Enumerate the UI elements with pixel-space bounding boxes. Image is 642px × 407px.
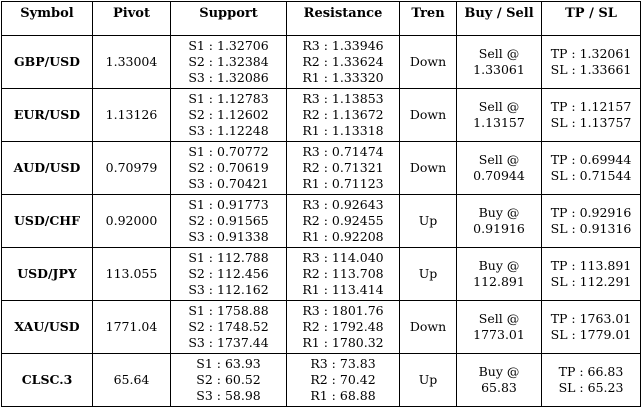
support-cell [171, 142, 287, 195]
header-pivot: Pivot [93, 2, 171, 36]
header-symbol: Symbol [2, 2, 93, 36]
table-row [2, 301, 641, 354]
order-side: Sell @ [478, 311, 520, 326]
order-price: 1.13157 [473, 115, 525, 130]
support-s3: S3 : 1.12248 [188, 123, 269, 138]
support-s1: S1 : 0.91773 [188, 197, 269, 212]
resistance-r3: R3 : 0.92643 [302, 197, 384, 212]
stop-loss: SL : 0.91316 [550, 221, 632, 236]
support-s3: S3 : 1737.44 [188, 335, 269, 350]
stop-loss: SL : 1.13757 [550, 115, 632, 130]
header-resistance: Resistance [287, 2, 400, 36]
buy-sell-cell [457, 89, 542, 142]
resistance-r1: R1 : 0.71123 [302, 176, 384, 191]
trend-cell: Down [400, 142, 457, 195]
resistance-cell [287, 36, 400, 89]
buy-sell-cell [457, 248, 542, 301]
support-cell [171, 195, 287, 248]
support-s1: S1 : 63.93 [196, 356, 261, 371]
pivot-cell: 1.33004 [93, 36, 171, 89]
order-side: Buy @ [478, 205, 520, 220]
support-cell [171, 248, 287, 301]
trend-cell: Up [400, 248, 457, 301]
take-profit: TP : 0.92916 [550, 205, 632, 220]
resistance-r3: R3 : 114.040 [302, 250, 384, 265]
resistance-r2: R2 : 1792.48 [302, 319, 384, 334]
table-row [2, 195, 641, 248]
take-profit: TP : 1763.01 [550, 311, 632, 326]
resistance-cell [287, 248, 400, 301]
order-side: Sell @ [478, 99, 520, 114]
order-side: Buy @ [478, 364, 520, 379]
stop-loss: SL : 65.23 [558, 380, 624, 395]
support-cell [171, 301, 287, 354]
order-side: Sell @ [478, 46, 520, 61]
resistance-r2: R2 : 0.71321 [302, 160, 384, 175]
resistance-cell [287, 195, 400, 248]
resistance-cell [287, 89, 400, 142]
support-s1: S1 : 1.12783 [188, 91, 269, 106]
stop-loss: SL : 1.33661 [550, 62, 632, 77]
support-s1: S1 : 112.788 [188, 250, 269, 265]
symbol-cell: GBP/USD [2, 36, 93, 89]
buy-sell-cell [457, 195, 542, 248]
support-s2: S2 : 1748.52 [188, 319, 269, 334]
tp-sl-cell [542, 354, 641, 407]
support-s3: S3 : 0.91338 [188, 229, 269, 244]
take-profit: TP : 0.69944 [550, 152, 632, 167]
symbol-cell: USD/CHF [2, 195, 93, 248]
support-cell [171, 89, 287, 142]
tp-sl-cell [542, 89, 641, 142]
pivot-cell: 0.70979 [93, 142, 171, 195]
trend-cell: Up [400, 195, 457, 248]
pivot-cell: 113.055 [93, 248, 171, 301]
pivot-cell: 65.64 [93, 354, 171, 407]
symbol-cell: CLSC.3 [2, 354, 93, 407]
table-row [2, 36, 641, 89]
support-s2: S2 : 112.456 [188, 266, 269, 281]
order-price: 0.91916 [473, 221, 525, 236]
table-row [2, 89, 641, 142]
trend-cell: Up [400, 354, 457, 407]
header-tp-sl: TP / SL [542, 2, 641, 36]
resistance-r3: R3 : 1.33946 [302, 38, 384, 53]
tp-sl-cell [542, 195, 641, 248]
pivot-cell: 0.92000 [93, 195, 171, 248]
resistance-r3: R3 : 1.13853 [302, 91, 384, 106]
support-s1: S1 : 0.70772 [188, 144, 269, 159]
trend-cell: Down [400, 89, 457, 142]
tp-sl-cell [542, 36, 641, 89]
resistance-r3: R3 : 73.83 [310, 356, 376, 371]
resistance-cell [287, 142, 400, 195]
take-profit: TP : 113.891 [550, 258, 632, 273]
order-price: 0.70944 [473, 168, 525, 183]
resistance-r2: R2 : 113.708 [302, 266, 384, 281]
header-row [2, 2, 641, 36]
support-s3: S3 : 0.70421 [188, 176, 269, 191]
support-s3: S3 : 58.98 [196, 388, 261, 403]
support-s2: S2 : 60.52 [196, 372, 261, 387]
symbol-cell: USD/JPY [2, 248, 93, 301]
order-price: 112.891 [473, 274, 525, 289]
symbol-cell: AUD/USD [2, 142, 93, 195]
support-s3: S3 : 1.32086 [188, 70, 269, 85]
resistance-r2: R2 : 1.13672 [302, 107, 384, 122]
resistance-r1: R1 : 68.88 [310, 388, 376, 403]
take-profit: TP : 1.12157 [550, 99, 632, 114]
table-row [2, 354, 641, 407]
support-s2: S2 : 1.12602 [188, 107, 269, 122]
tp-sl-cell [542, 301, 641, 354]
support-s1: S1 : 1758.88 [188, 303, 269, 318]
pivot-signals-table [1, 1, 641, 407]
header-support: Support [171, 2, 287, 36]
resistance-r1: R1 : 0.92208 [302, 229, 384, 244]
symbol-cell: EUR/USD [2, 89, 93, 142]
stop-loss: SL : 1779.01 [550, 327, 632, 342]
resistance-cell [287, 301, 400, 354]
symbol-cell: XAU/USD [2, 301, 93, 354]
tp-sl-cell [542, 248, 641, 301]
table-row [2, 248, 641, 301]
resistance-r3: R3 : 0.71474 [302, 144, 384, 159]
order-side: Buy @ [478, 258, 520, 273]
stop-loss: SL : 112.291 [550, 274, 632, 289]
resistance-r1: R1 : 1.13318 [302, 123, 384, 138]
stop-loss: SL : 0.71544 [550, 168, 632, 183]
order-price: 65.83 [481, 380, 517, 395]
support-s1: S1 : 1.32706 [188, 38, 269, 53]
header-trend: Tren [400, 2, 457, 36]
resistance-cell [287, 354, 400, 407]
trend-cell: Down [400, 301, 457, 354]
support-cell [171, 354, 287, 407]
buy-sell-cell [457, 354, 542, 407]
resistance-r2: R2 : 1.33624 [302, 54, 384, 69]
take-profit: TP : 66.83 [558, 364, 624, 379]
table-row [2, 142, 641, 195]
support-cell [171, 36, 287, 89]
trend-cell: Down [400, 36, 457, 89]
support-s2: S2 : 1.32384 [188, 54, 269, 69]
pivot-cell: 1.13126 [93, 89, 171, 142]
resistance-r1: R1 : 1780.32 [302, 335, 384, 350]
resistance-r2: R2 : 70.42 [310, 372, 376, 387]
buy-sell-cell [457, 301, 542, 354]
support-s2: S2 : 0.70619 [188, 160, 269, 175]
order-side: Sell @ [478, 152, 520, 167]
resistance-r3: R3 : 1801.76 [302, 303, 384, 318]
header-buy-sell: Buy / Sell [457, 2, 542, 36]
take-profit: TP : 1.32061 [550, 46, 632, 61]
order-price: 1773.01 [473, 327, 525, 342]
resistance-r1: R1 : 1.33320 [302, 70, 384, 85]
support-s3: S3 : 112.162 [188, 282, 269, 297]
tp-sl-cell [542, 142, 641, 195]
pivot-cell: 1771.04 [93, 301, 171, 354]
support-s2: S2 : 0.91565 [188, 213, 269, 228]
buy-sell-cell [457, 36, 542, 89]
buy-sell-cell [457, 142, 542, 195]
resistance-r2: R2 : 0.92455 [302, 213, 384, 228]
order-price: 1.33061 [473, 62, 525, 77]
resistance-r1: R1 : 113.414 [302, 282, 384, 297]
